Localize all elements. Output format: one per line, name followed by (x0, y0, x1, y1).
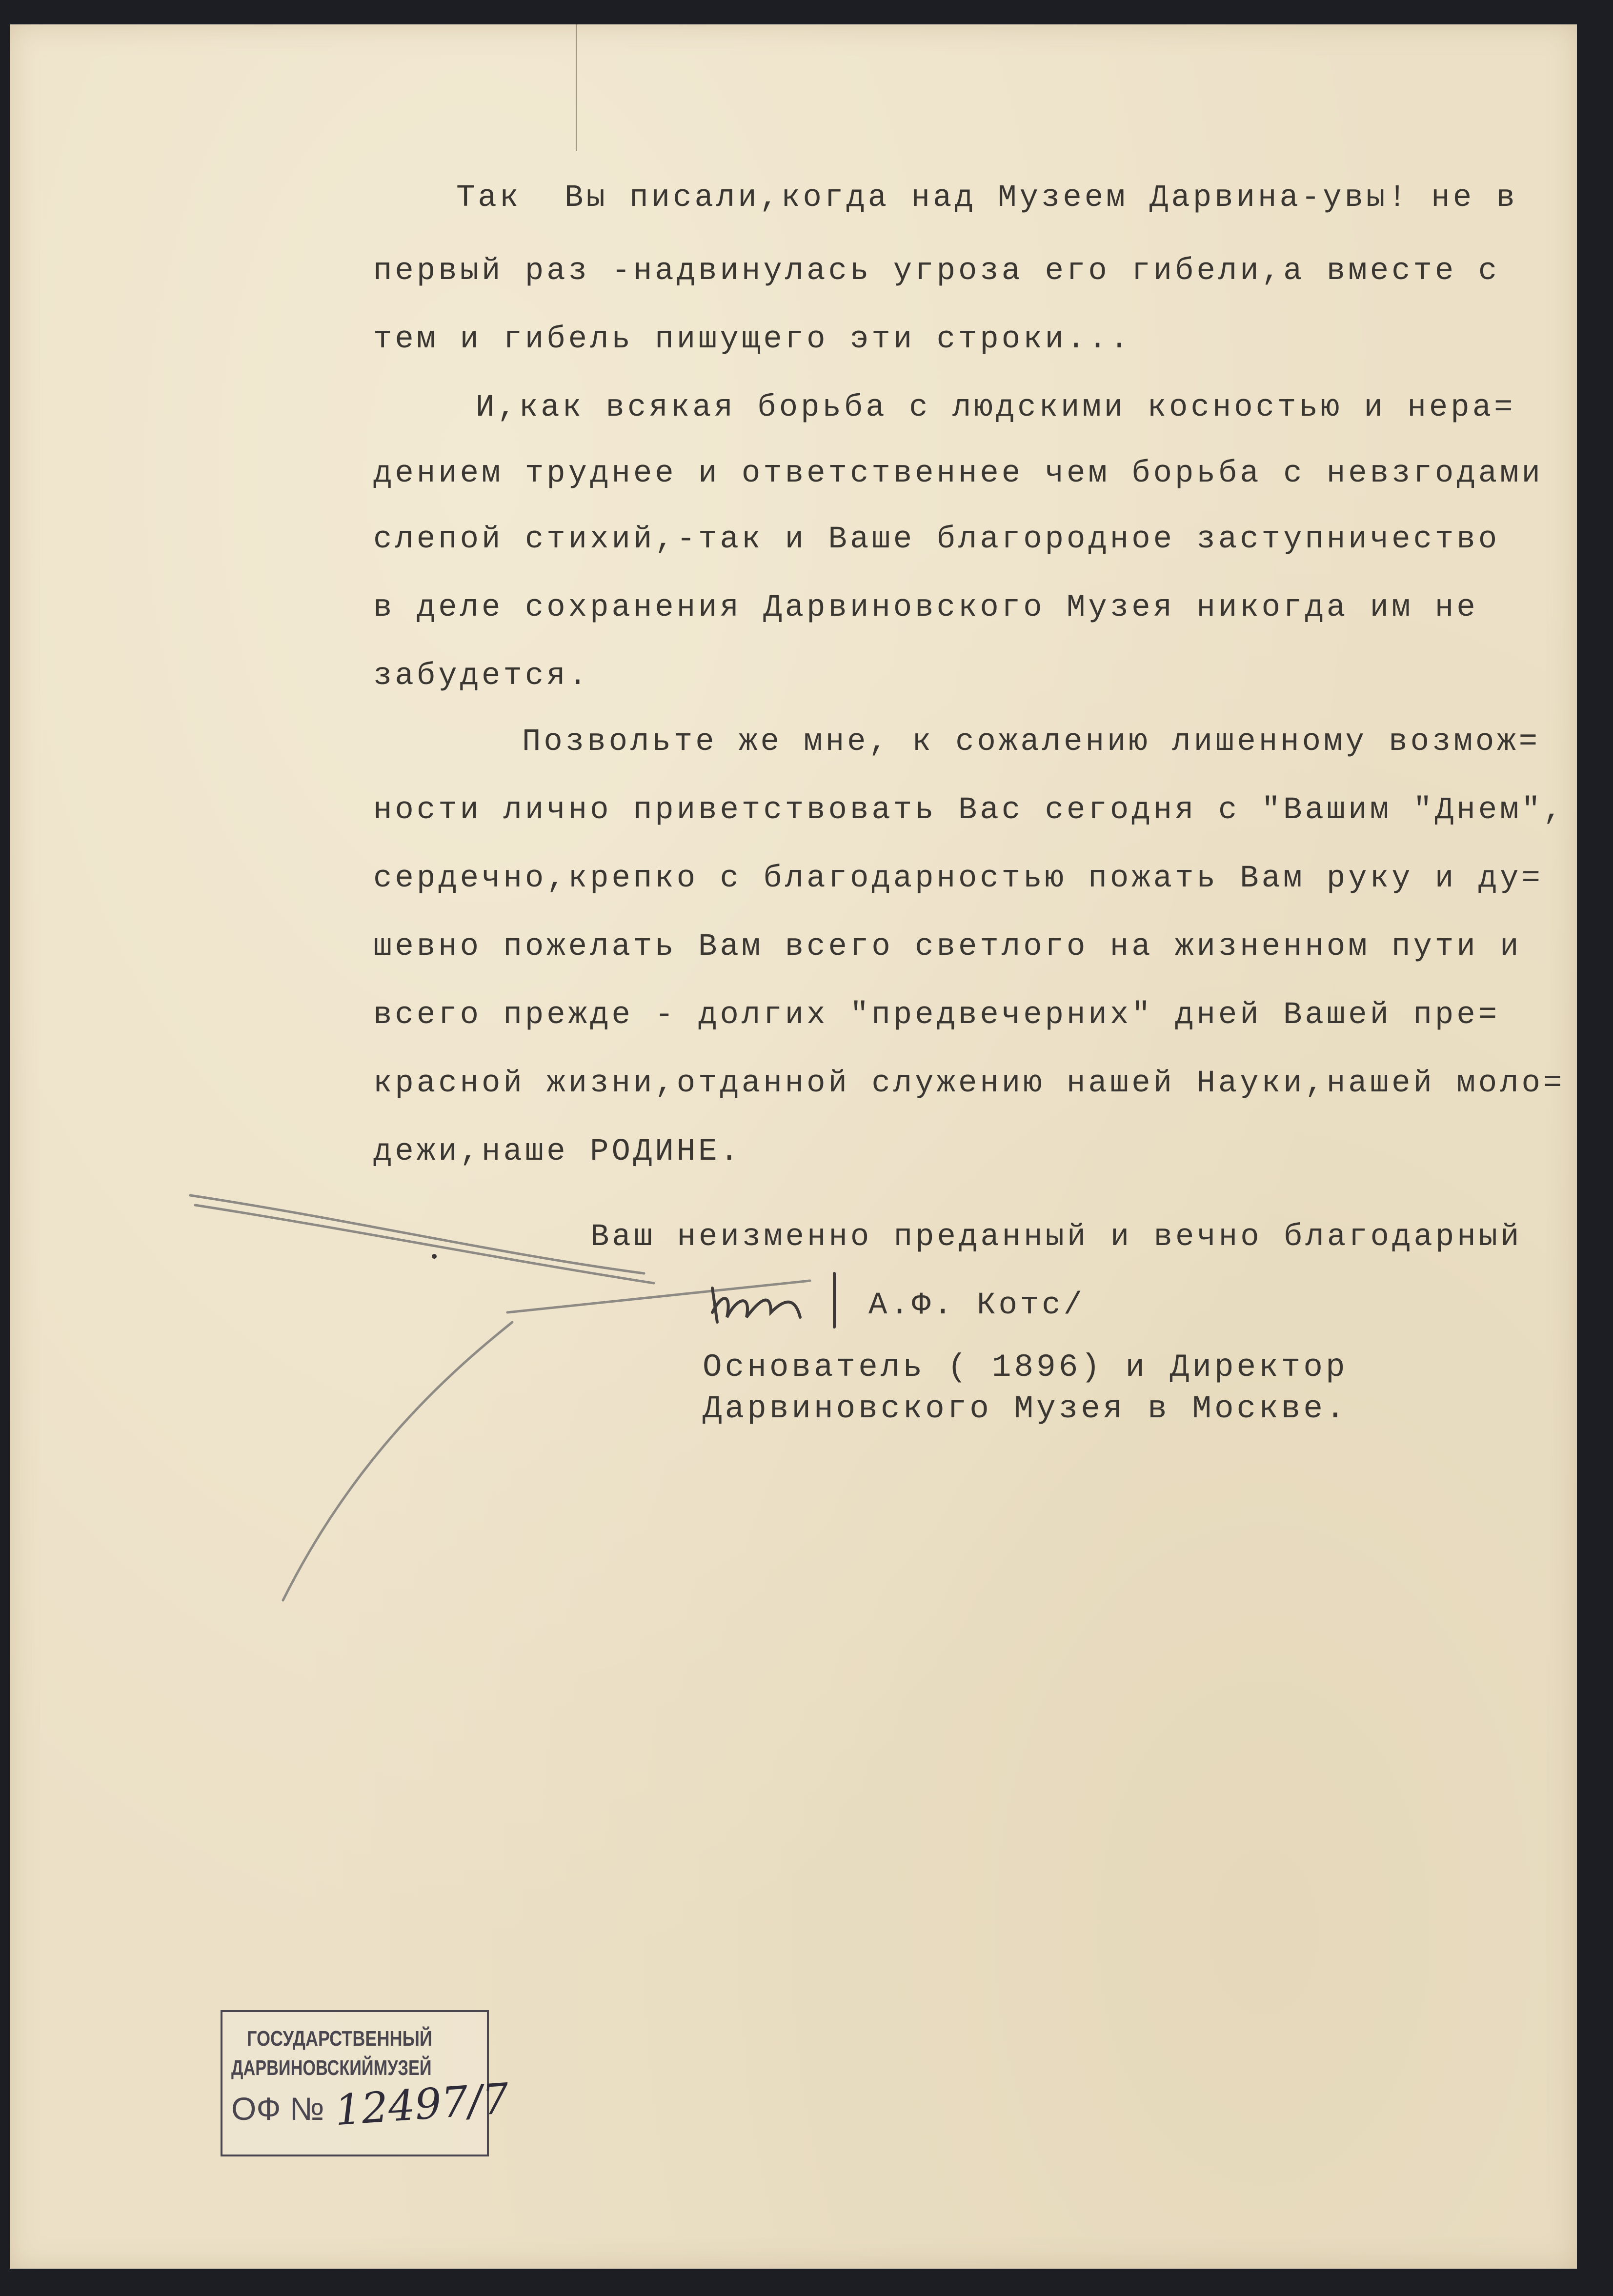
letter-line: дежи,наше РОДИНЕ. (373, 1134, 742, 1169)
letter-line: тем и гибель пишущего эти строки... (373, 322, 1132, 357)
stamp-prefix: ОФ № (231, 2091, 324, 2127)
letter-line: сердечно,крепко с благодарностью пожать Вам руку и ду= (373, 861, 1543, 896)
pencil-stroke (195, 1205, 654, 1283)
pencil-stroke (283, 1322, 512, 1600)
stamp-handwritten-number: 12497/7 (333, 2074, 511, 2135)
ink-dot (432, 1254, 437, 1259)
signature-name: А.Ф. Котс/ (868, 1288, 1086, 1323)
museum-inventory-stamp (221, 2010, 511, 2156)
letter-line: в деле сохранения Дарвиновского Музея никогда им не (373, 590, 1478, 625)
title-line: Дарвиновского Музея в Москве. (703, 1390, 1348, 1427)
signature-scribble (712, 1273, 834, 1327)
pencil-stroke (507, 1281, 810, 1312)
pencil-mark-drawing (10, 24, 1577, 2269)
letter-line: дением труднее и ответственнее чем борьба с невзгодами (373, 456, 1543, 491)
letter-line: первый раз -надвинулась угроза его гибели,а вместе с (373, 254, 1500, 289)
stamp-line-1: ГОСУДАРСТВЕННЫЙ (247, 2027, 432, 2051)
letter-line: ности лично приветствовать Вас сегодня с "Вашим "Днем", (373, 793, 1565, 828)
title-line: Основатель ( 1896) и Директор (703, 1349, 1348, 1386)
document-sheet (10, 24, 1577, 2269)
closing-line: Ваш неизменно преданный и вечно благодарный (590, 1220, 1522, 1255)
letter-line: И,как всякая борьба с людскими косностью и нера= (476, 390, 1516, 425)
letter-line: всего прежде - долгих "предвечерних" дней Вашей пре= (373, 998, 1500, 1033)
letter-line: красной жизни,отданной служению нашей Науки,нашей моло= (373, 1066, 1565, 1101)
letter-line: шевно пожелать Вам всего светлого на жизненном пути и (373, 929, 1522, 965)
letter-line: Позвольте же мне, к сожалению лишенному возмож= (522, 725, 1541, 760)
letter-line: забудется. (373, 659, 590, 694)
pencil-stroke (190, 1195, 644, 1273)
letter-line: слепой стихий,-так и Ваше благородное заступничество (373, 522, 1500, 557)
stamp-line-2: ДАРВИНОВСКИЙМУЗЕЙ (231, 2056, 432, 2080)
letter-line: Так Вы писали,когда над Музеем Дарвина-увы! не в (456, 181, 1518, 216)
